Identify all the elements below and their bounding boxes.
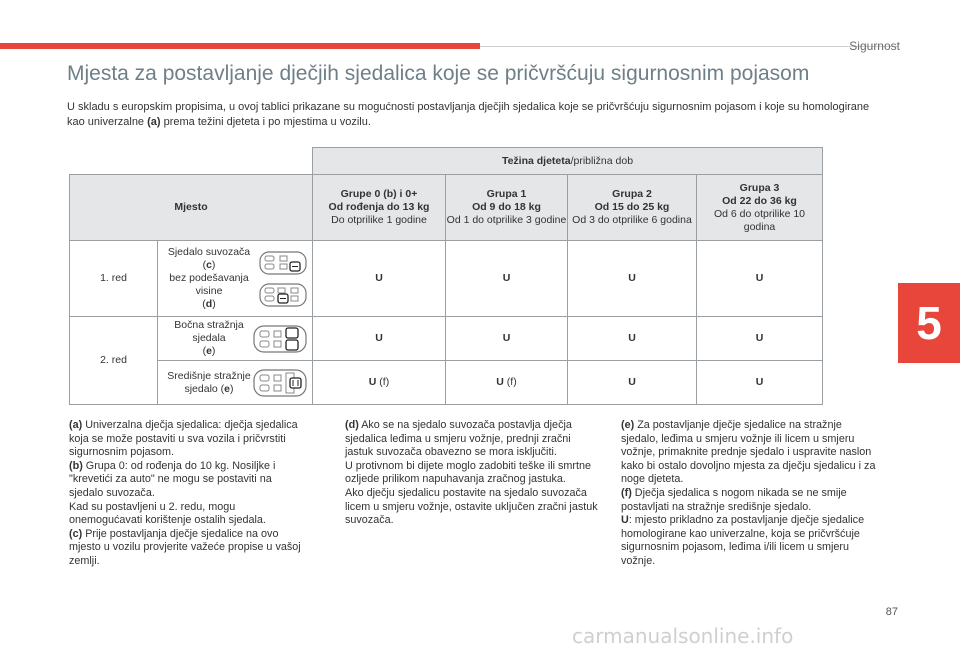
note xyxy=(621,487,876,514)
note-text: Dječja sjedalica s nogom nikada se ne smije postavljati na stražnje središnje sjedalo. xyxy=(621,486,847,513)
note xyxy=(69,460,304,501)
cell-note: (f) xyxy=(506,376,517,388)
cell-value xyxy=(446,317,568,361)
seat-label xyxy=(166,370,252,396)
car-front-seat-icon xyxy=(258,281,308,309)
page-title: Mjesta za postavljanje dječjih sjedalica koje se pričvršćuju sigurnosnim pojasom xyxy=(67,62,810,85)
seat-text: sjedalo ( xyxy=(184,382,225,395)
chapter-tab: 5 xyxy=(898,283,960,363)
header-rule xyxy=(480,46,898,47)
cell-value-text: U xyxy=(755,332,764,344)
group-weight: Od 22 do 36 kg xyxy=(722,194,797,207)
cell-value-text: U xyxy=(368,376,377,388)
accent-bar xyxy=(0,43,480,49)
group-age: Od 1 do otprilike 3 godine xyxy=(446,214,567,226)
seat-text: Bočna stražnja sjedala xyxy=(174,319,244,344)
group-name: Grupe 0 (b) i 0+ xyxy=(340,188,418,200)
cell-value xyxy=(568,241,697,317)
child-seat-table xyxy=(69,147,823,405)
note-ref: (e) xyxy=(621,419,635,431)
page-number: 87 xyxy=(885,606,898,618)
group-weight: Od 9 do 18 kg xyxy=(472,201,541,213)
note-ref: (c) xyxy=(69,527,83,540)
note-ref: (b) xyxy=(69,459,83,472)
place-header xyxy=(70,175,313,241)
weight-header xyxy=(313,148,823,175)
group-age: Do otprilike 1 godine xyxy=(331,214,427,226)
note-ref: U xyxy=(621,514,629,527)
group-name: Grupa 2 xyxy=(612,188,652,200)
intro-paragraph xyxy=(67,100,882,130)
seat-text: ) xyxy=(211,345,216,357)
seat-text: ) xyxy=(211,259,216,271)
notes-column-2 xyxy=(345,419,600,528)
seat-text: ( xyxy=(202,345,207,357)
note xyxy=(345,419,600,460)
table-row xyxy=(70,361,823,405)
cell-value-text: U xyxy=(496,376,504,388)
cell-value xyxy=(313,317,446,361)
seat-ref: d xyxy=(205,298,213,310)
seat-label xyxy=(166,246,252,311)
cell-value-text: U xyxy=(502,332,511,344)
table-row xyxy=(70,241,823,317)
note-text: : mjesto prikladno za postavljanje dječje sjedalice homologirane kao univerzalne, koja se pričvršćuje sigurnosnim pojasom, leđima i/ili licem u smjeru vožnje. xyxy=(621,514,865,567)
cell-value-text: U xyxy=(628,272,636,284)
seat-cell xyxy=(158,317,313,361)
note xyxy=(69,501,304,528)
weight-header-row xyxy=(70,148,823,175)
seat-cell xyxy=(158,241,313,317)
note xyxy=(621,419,876,487)
note-text: Ako se na sjedalo suvozača postavlja dječja sjedalica leđima u smjeru vožnje, prednji zračni jastuk suvozača obavezno se mora isključiti. xyxy=(345,419,572,459)
cell-value-text: U xyxy=(375,332,383,344)
group-age: Od 6 do otprilike 10 godina xyxy=(713,207,806,233)
seat-ref: e xyxy=(206,345,212,357)
cell-value xyxy=(697,241,823,317)
cell-value xyxy=(568,317,697,361)
intro-ref: (a) xyxy=(147,116,161,128)
group-header-2 xyxy=(568,175,697,241)
note xyxy=(345,487,600,528)
weight-header-rest: /približna dob xyxy=(570,154,634,167)
seat-text: ) xyxy=(230,382,234,395)
car-rear-center-seat-icon xyxy=(252,366,308,400)
cell-value-text: U xyxy=(755,376,764,388)
group-weight: Od rođenja do 13 kg xyxy=(328,201,430,213)
notes-column-1 xyxy=(69,419,304,569)
group-age: Od 3 do otprilike 6 godina xyxy=(572,214,692,226)
note xyxy=(621,514,876,568)
car-rear-side-seats-icon xyxy=(252,322,308,356)
row-label: 1. red xyxy=(70,241,158,317)
note-text: Ako dječju sjedalicu postavite na sjedalo suvozača licem u smjeru vožnje, ostavite uključen zračni jastuk suvozača. xyxy=(345,486,598,527)
seat-ref: e xyxy=(224,382,231,395)
cell-note: (f) xyxy=(379,376,390,388)
note xyxy=(345,460,600,487)
seat-text: ( xyxy=(202,298,206,310)
group-header-row xyxy=(70,175,823,241)
note-text: Za postavljanje dječje sjedalice na stražnje sjedalo, leđima u smjeru vožnje ili licem u smjeru vožnje, primaknite prednje sjedalo i uspravite naslon kako bi ostalo dovoljno mjesta za dječju sjedalicu i za noge djeteta. xyxy=(621,419,876,486)
place-header-label: Mjesto xyxy=(174,201,208,213)
weight-header-bold: Težina djeteta xyxy=(501,154,571,167)
note-text: U protivnom bi dijete moglo zadobiti teške ili smrtne ozljede prilikom napuhavanja zračnog jastuka. xyxy=(345,459,592,486)
cell-value-text: U xyxy=(755,272,764,284)
seat-ref: c xyxy=(206,259,212,271)
group-header-0 xyxy=(313,175,446,241)
table-row xyxy=(70,317,823,361)
cell-value-text: U xyxy=(628,332,636,344)
cell-value xyxy=(697,361,823,405)
seat-text: ) xyxy=(212,298,216,310)
note-text: Univerzalna dječja sjedalica: dječja sjedalica koja se može postaviti u sva vozila i pričvrstiti sigurnosnim pojasom. xyxy=(69,419,298,459)
cell-value-text: U xyxy=(502,272,511,284)
group-header-3 xyxy=(697,175,823,241)
seat-text: Sjedalo suvozača ( xyxy=(167,246,251,271)
intro-text-end: prema težini djeteta i po mjestima u vozilu. xyxy=(160,116,371,128)
cell-value xyxy=(568,361,697,405)
note-ref: (a) xyxy=(69,419,83,431)
note-ref: (d) xyxy=(345,419,359,431)
section-title: Sigurnost xyxy=(849,39,900,53)
seat-label xyxy=(166,319,252,358)
seat-text: Središnje stražnje xyxy=(167,369,251,382)
seat-text: bez podešavanja visine xyxy=(169,272,249,297)
note-text: Grupa 0: od rođenja do 10 kg. Nosiljke i "krevetići za auto" ne mogu se postaviti na sjedalo suvozača. xyxy=(69,459,276,499)
row-label: 2. red xyxy=(70,317,158,405)
group-name: Grupa 3 xyxy=(739,181,780,194)
cell-value xyxy=(446,361,568,405)
car-front-seat-icon xyxy=(258,249,308,277)
note-ref: (f) xyxy=(621,486,632,499)
cell-value-text: U xyxy=(628,376,636,388)
cell-value xyxy=(313,241,446,317)
cell-value xyxy=(446,241,568,317)
car-seat-diagram-front xyxy=(258,249,308,309)
note xyxy=(69,419,304,460)
seat-cell xyxy=(158,361,313,405)
cell-value xyxy=(697,317,823,361)
watermark: carmanualsonline.info xyxy=(572,624,794,648)
notes-column-3 xyxy=(621,419,876,569)
note-text: Kad su postavljeni u 2. redu, mogu onemogućavati korištenje ostalih sjedala. xyxy=(69,500,266,527)
intro-text: U skladu s europskim propisima, u ovoj tablici prikazane su mogućnosti postavljanja dječjih sjedalica koje se pričvršćuju sigurnosnim pojasom i koje su homologirane kao univerzalne xyxy=(67,101,870,128)
note-text: Prije postavljanja dječje sjedalice na ovo mjesto u vozilu provjerite važeće propise u vašoj zemlji. xyxy=(69,527,301,567)
group-weight: Od 15 do 25 kg xyxy=(594,201,670,213)
note xyxy=(69,528,304,569)
cell-value xyxy=(313,361,446,405)
group-header-1 xyxy=(446,175,568,241)
group-name: Grupa 1 xyxy=(486,188,527,200)
cell-value-text: U xyxy=(375,272,383,284)
